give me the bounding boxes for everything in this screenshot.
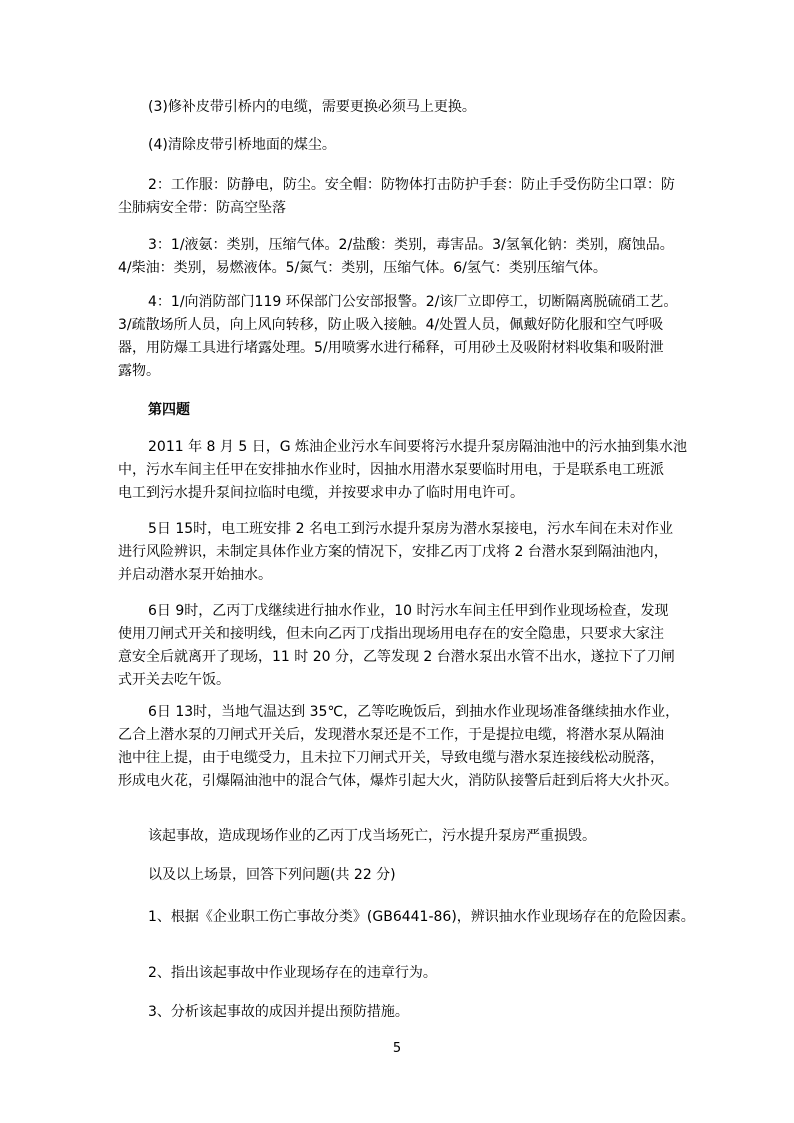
question-3 [118,1001,698,1024]
text-line: 乙合上潜水泵的刀闸式开关后，发现潜水泵还是不工作，于是提拉电缆，将潜水泵从隔油 [118,727,664,743]
text-line: 使用刀闸式开关和接明线，但未向乙丙丁戊指出现场用电存在的安全隐患，只要求大家注 [118,626,664,642]
paragraph-item-3 [118,96,698,119]
text-line: 意安全后就离开了现场，11 时 20 分，乙等发现 2 台潜水泵出水管不出水，遂拉下了刀闸 [118,649,675,665]
text-line: 电工到污水提升泵间拉临时电缆，并按要求申办了临时用电许可。 [118,485,524,501]
page-number: 5 [392,1041,402,1056]
heading-text: 第四题 [148,402,190,418]
text-line: 4/柴油：类别，易燃液体。5/氮气：类别，压缩气体。6/氢气：类别压缩气体。 [118,260,607,276]
text-line: 2011 年 8 月 5 日，G 炼油企业污水车间要将污水提升泵房隔油池中的污水抽到集水池 [148,439,687,455]
paragraph-day5 [118,518,698,587]
question-2 [118,962,698,985]
text-line: 3/疏散场所人员，向上风向转移，防止吸入接触。4/处置人员，佩戴好防化服和空气呼吸 [118,317,664,333]
text-line: 2、指出该起事故中作业现场存在的违章行为。 [148,965,437,981]
text-line: 露物。 [118,363,160,379]
paragraph-answer-4 [118,291,698,383]
text-line: 以及以上场景，回答下列问题(共 22 分) [148,867,396,883]
question-1 [118,906,698,929]
text-line: 并启动潜水泵开始抽水。 [118,567,272,583]
text-line: (3)修补皮带引桥内的电缆，需要更换必须马上更换。 [148,99,476,115]
text-line: 该起事故，造成现场作业的乙丙丁戊当场死亡，污水提升泵房严重损毁。 [148,828,596,844]
text-line: 尘肺病安全带：防高空坠落 [118,200,286,216]
paragraph-instruction [118,864,698,887]
paragraph-item-4 [118,134,698,157]
text-line: 器，用防爆工具进行堵露处理。5/用喷雾水进行稀释，可用砂土及吸附材料收集和吸附泄 [118,340,664,356]
paragraph-day6-afternoon [118,701,698,793]
paragraph-answer-2 [118,174,698,220]
text-line: 式开关去吃午饭。 [118,672,230,688]
text-line: 中，污水车间主任甲在安排抽水作业时，因抽水用潜水泵要临时用电，于是联系电工班派 [118,462,664,478]
text-line: 5日 15时，电工班安排 2 名电工到污水提升泵房为潜水泵接电，污水车间在未对作业 [148,521,673,537]
text-line: 进行风险辨识，未制定具体作业方案的情况下，安排乙丙丁戊将 2 台潜水泵到隔油池内， [118,544,668,560]
text-line: 3、分析该起事故的成因并提出预防措施。 [148,1004,409,1020]
text-line: 4：1/向消防部门119 环保部门公安部报警。2/该厂立即停工，切断隔离脱硫硝工艺。 [148,294,678,310]
text-line: (4)清除皮带引桥地面的煤尘。 [148,137,336,153]
text-line: 3：1/液氨：类别，压缩气体。2/盐酸：类别，毒害品。3/氢氧化钠：类别，腐蚀品。 [148,237,674,253]
section-heading [118,399,698,422]
paragraph-day6-morning [118,600,698,692]
text-line: 1、根据《企业职工伤亡事故分类》(GB6441-86)，辨识抽水作业现场存在的危险因素。 [148,909,695,925]
text-line: 6日 13时，当地气温达到 35℃，乙等吃晚饭后，到抽水作业现场准备继续抽水作业， [148,704,680,720]
text-line: 形成电火花，引爆隔油池中的混合气体，爆炸引起大火，消防队接警后赶到后将大火扑灭。 [118,773,678,789]
paragraph-consequence [118,825,698,848]
text-line: 2：工作服：防静电，防尘。安全帽：防物体打击防护手套：防止手受伤防尘口罩：防 [148,177,675,193]
text-line: 池中往上提，由于电缆受力，且未拉下刀闸式开关，导致电缆与潜水泵连接线松动脱落， [118,750,664,766]
paragraph-answer-3 [118,234,698,280]
text-line: 6日 9时，乙丙丁戊继续进行抽水作业，10 时污水车间主任甲到作业现场检查，发现 [148,603,669,619]
paragraph-case-intro [118,436,698,505]
